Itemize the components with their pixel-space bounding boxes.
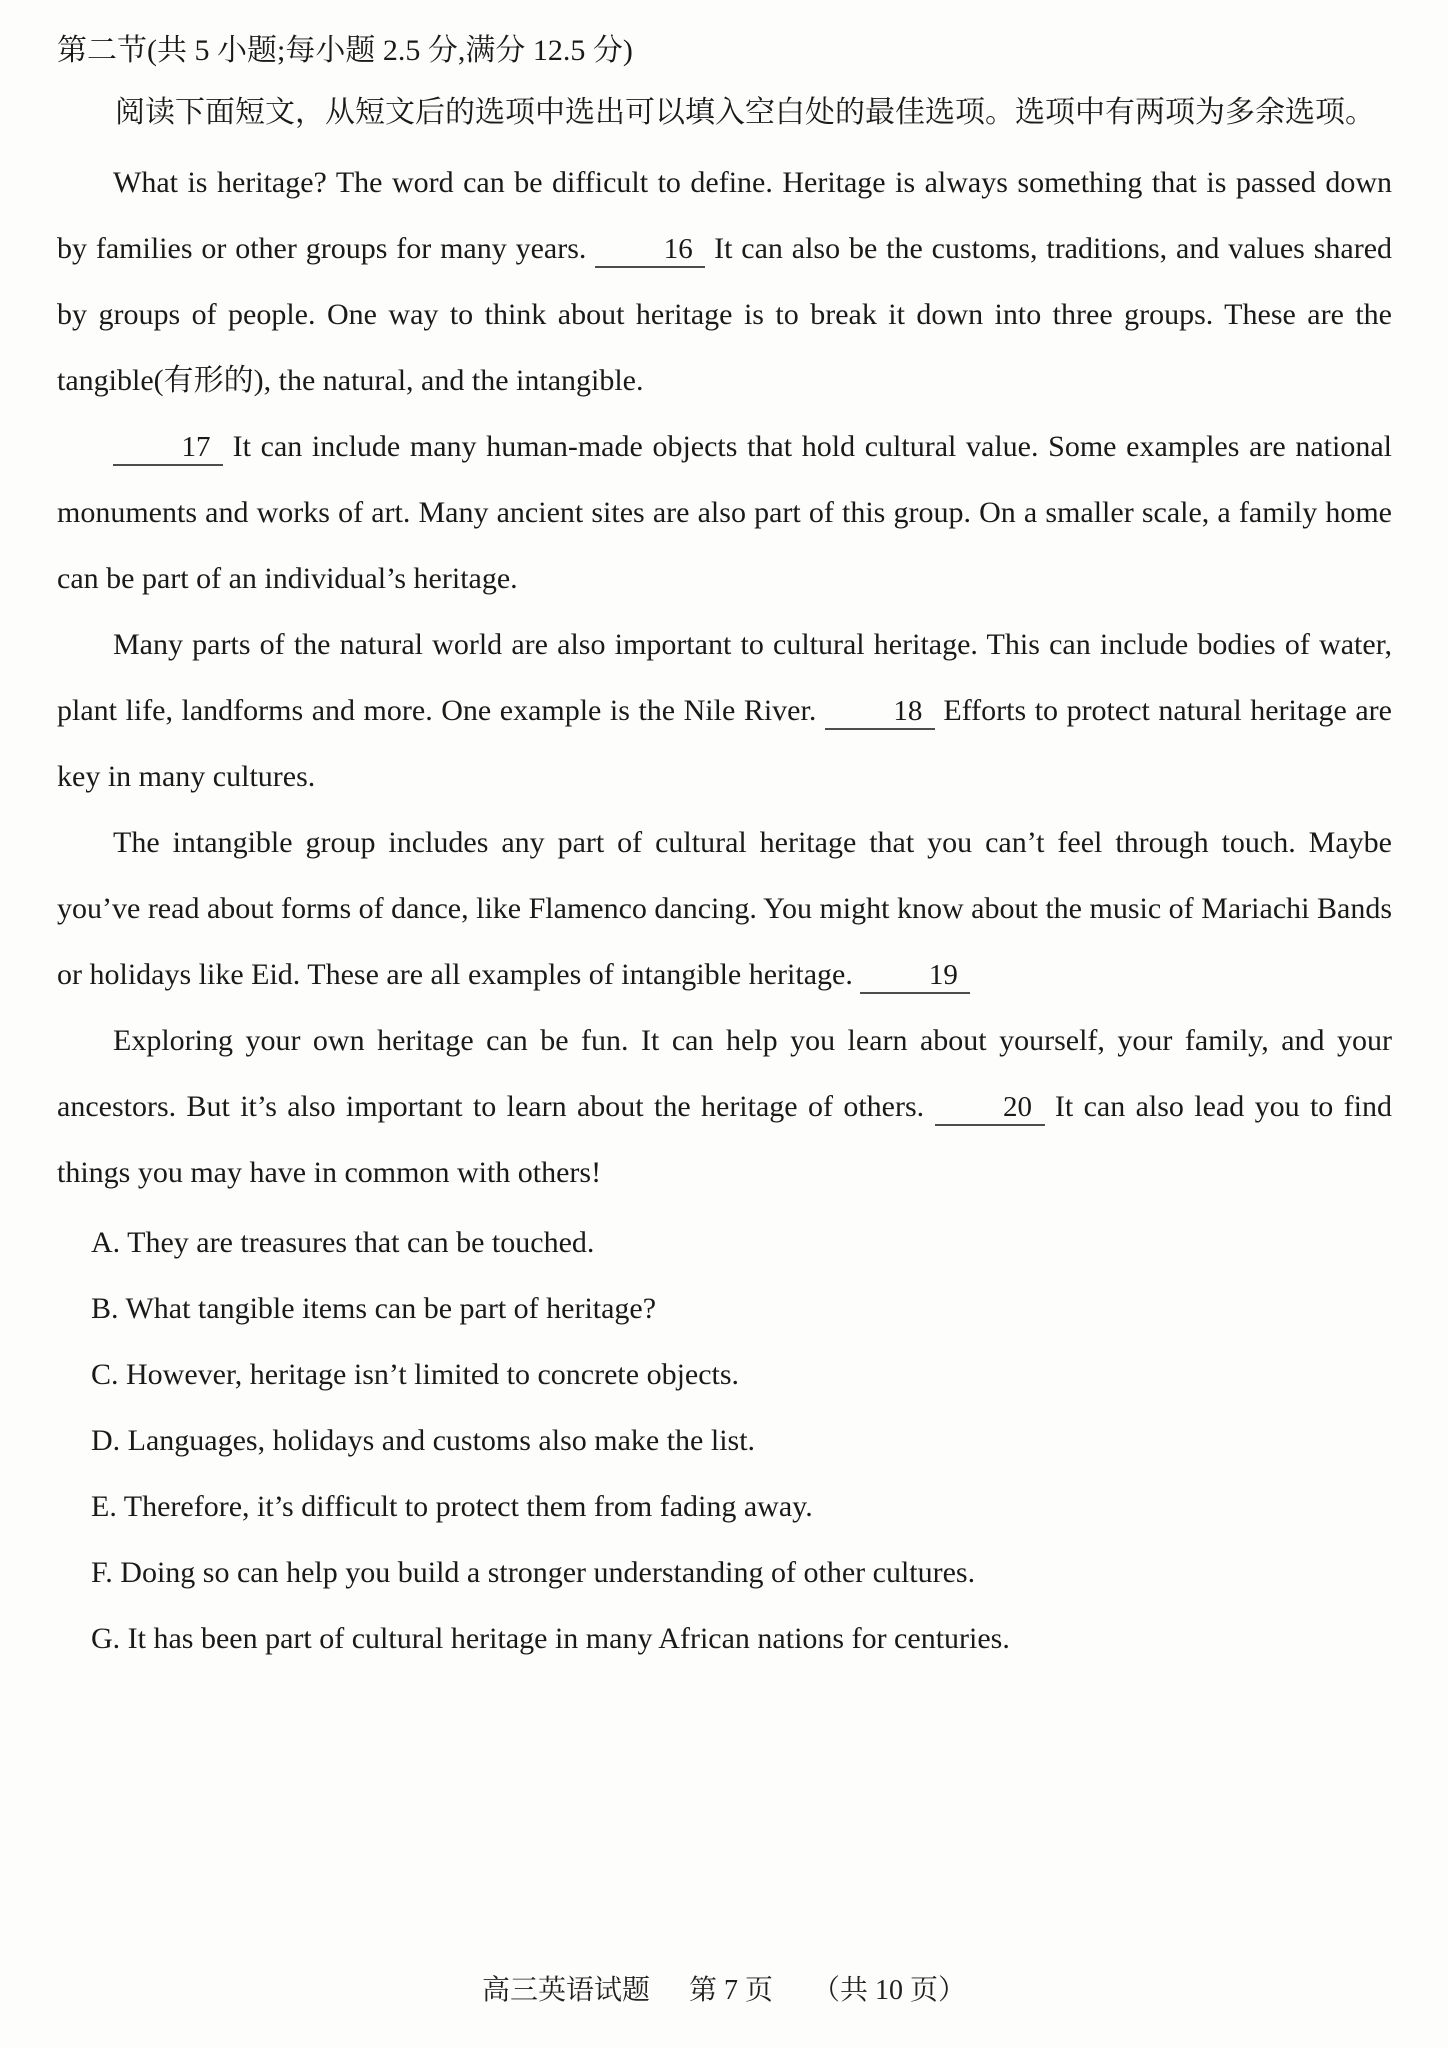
option-B: B. What tangible items can be part of heritage? xyxy=(91,1292,657,1325)
options-list xyxy=(91,1210,1392,1672)
passage-paragraph-1: What is heritage? The word can be difficult to define. Heritage is always something that is passed down by families or other groups for many years. 16 It can also be the customs, traditions, and values shared by groups of people. One way to think about heritage is to break it down into three groups. These are the tangible(有形的), the natural, and the intangible. xyxy=(57,166,1393,397)
footer-doc-title: 高三英语试题 xyxy=(481,1975,650,2006)
footer-page-number: 第 7 页 xyxy=(688,1975,773,2006)
blank-16: 16 xyxy=(595,232,705,268)
passage xyxy=(57,150,1392,1206)
blank-17: 17 xyxy=(113,430,223,466)
option-G: G. It has been part of cultural heritage in many African nations for centuries. xyxy=(91,1622,1010,1655)
section-heading: 第二节(共 5 小题;每小题 2.5 分,满分 12.5 分) xyxy=(57,34,633,67)
option-C: C. However, heritage isn’t limited to concrete objects. xyxy=(91,1358,740,1391)
option-F: F. Doing so can help you build a stronger understanding of other cultures. xyxy=(91,1556,976,1589)
blank-20: 20 xyxy=(935,1090,1045,1126)
footer-total-pages: （共 10 页） xyxy=(812,1975,967,2006)
passage-paragraph-2: 17 It can include many human-made objects that hold cultural value. Some examples are national monuments and works of art. Many ancient sites are also part of this group. On a smaller scale, a family home can be part of an individual’s heritage. xyxy=(57,430,1392,595)
instructions-text: 阅读下面短文，从短文后的选项中选出可以填入空白处的最佳选项。选项中有两项为多余选项。 xyxy=(115,96,1375,129)
option-A: A. They are treasures that can be touched. xyxy=(91,1226,595,1259)
passage-paragraph-5: Exploring your own heritage can be fun. It can help you learn about yourself, your family, and your ancestors. But it’s also important to learn about the heritage of others. 20 It can also lead you to find things you may have in common with others! xyxy=(57,1024,1392,1189)
option-D: D. Languages, holidays and customs also make the list. xyxy=(91,1424,756,1457)
blank-19: 19 xyxy=(860,958,970,994)
blank-18: 18 xyxy=(825,694,935,730)
passage-paragraph-3: Many parts of the natural world are also important to cultural heritage. This can include bodies of water, plant life, landforms and more. One example is the Nile River. 18 Efforts to protect natural heritage are key in many cultures. xyxy=(57,628,1392,793)
option-E: E. Therefore, it’s difficult to protect them from fading away. xyxy=(91,1490,813,1523)
passage-paragraph-4: The intangible group includes any part of cultural heritage that you can’t feel through touch. Maybe you’ve read about forms of dance, like Flamenco dancing. You might know about the music of Mariachi Bands or holidays like Eid. These are all examples of intangible heritage. 19 xyxy=(57,810,1392,1008)
page-footer xyxy=(0,1968,1448,2008)
